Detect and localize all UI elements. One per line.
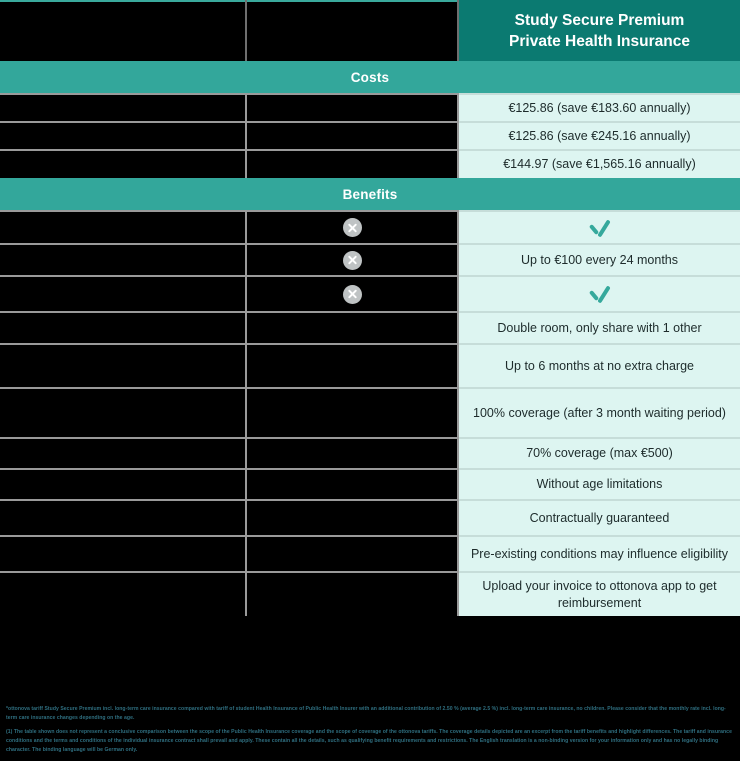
plan-title-line-1: Study Secure Premium xyxy=(514,11,685,29)
public-insurance-cell xyxy=(246,276,458,312)
table-row xyxy=(0,572,740,616)
feature-cell xyxy=(0,122,246,150)
section-band-label: Benefits xyxy=(0,178,740,211)
public-insurance-cell xyxy=(246,500,458,536)
table-row xyxy=(0,211,740,244)
public-insurance-cell xyxy=(246,244,458,276)
feature-cell xyxy=(0,211,246,244)
feature-cell xyxy=(0,150,246,178)
section-band-row xyxy=(0,61,740,94)
value-text: Up to €100 every 24 months xyxy=(520,252,679,267)
table-row xyxy=(0,469,740,500)
feature-cell xyxy=(0,572,246,616)
feature-cell xyxy=(0,388,246,438)
plan-value-cell xyxy=(458,572,740,616)
footnotes-container xyxy=(0,701,740,761)
check-icon xyxy=(587,219,613,237)
public-insurance-cell xyxy=(246,438,458,469)
plan-value-cell xyxy=(458,344,740,388)
x-circle-icon xyxy=(343,251,362,270)
public-insurance-cell xyxy=(246,469,458,500)
plan-value-cell xyxy=(458,122,740,150)
table-row xyxy=(0,388,740,438)
x-circle-icon xyxy=(343,218,362,237)
plan-value-cell xyxy=(458,438,740,469)
section-band-label: Costs xyxy=(0,61,740,94)
table-row xyxy=(0,438,740,469)
value-text: Pre-existing conditions may influence eligibility xyxy=(470,546,729,561)
header-cell-public-insurance xyxy=(246,1,458,61)
public-insurance-cell xyxy=(246,572,458,616)
value-text: €125.86 (save €183.60 annually) xyxy=(508,100,691,115)
value-text: €125.86 (save €245.16 annually) xyxy=(508,128,691,143)
plan-value-cell xyxy=(458,536,740,572)
plan-value-cell xyxy=(458,94,740,122)
table-header-row xyxy=(0,1,740,61)
feature-cell xyxy=(0,312,246,344)
value-text: Without age limitations xyxy=(536,477,663,492)
public-insurance-cell xyxy=(246,94,458,122)
table-row xyxy=(0,122,740,150)
public-insurance-cell xyxy=(246,388,458,438)
feature-cell xyxy=(0,438,246,469)
section-band-row xyxy=(0,178,740,211)
value-text: €144.97 (save €1,565.16 annually) xyxy=(503,157,696,172)
feature-cell xyxy=(0,94,246,122)
public-insurance-cell xyxy=(246,536,458,572)
public-insurance-cell xyxy=(246,344,458,388)
feature-cell xyxy=(0,276,246,312)
plan-value-cell xyxy=(458,469,740,500)
plan-value-cell xyxy=(458,312,740,344)
plan-value-cell xyxy=(458,500,740,536)
public-insurance-cell xyxy=(246,150,458,178)
feature-cell xyxy=(0,536,246,572)
table-row xyxy=(0,244,740,276)
footnote-one: (1) The table shown does not represent a conclusive comparison between the scope of the Public Health Insurance coverage and the scope of coverage of the ottonova tariffs. The coverage details depicted are an excerpt from the tariff benefits and highlight differences. The tariff and insurance conditions and the terms and conditions of the individual insurance contract shall prevail and apply. These contain all the details, such as qualifying benefit requirements and restrictions. The English translation is a non-binding version for your information only and has no legally binding character. The binding language will be German only. xyxy=(6,729,732,754)
table-row xyxy=(0,276,740,312)
table-row xyxy=(0,94,740,122)
public-insurance-cell xyxy=(246,211,458,244)
table-row xyxy=(0,500,740,536)
table-row xyxy=(0,344,740,388)
plan-value-cell xyxy=(458,211,740,244)
value-text: Upload your invoice to ottonova app to get reimbursement xyxy=(482,578,717,610)
value-text: Contractually guaranteed xyxy=(529,510,670,525)
plan-value-cell xyxy=(458,388,740,438)
value-text: 100% coverage (after 3 month waiting period) xyxy=(473,405,726,420)
table-body xyxy=(0,1,740,616)
x-circle-icon xyxy=(343,285,362,304)
value-text: Double room, only share with 1 other xyxy=(497,320,702,335)
value-text: Up to 6 months at no extra charge xyxy=(505,358,694,373)
plan-value-cell xyxy=(458,276,740,312)
header-cell-feature xyxy=(0,1,246,61)
plan-value-cell xyxy=(458,150,740,178)
value-text: 70% coverage (max €500) xyxy=(526,446,673,461)
feature-cell xyxy=(0,469,246,500)
feature-cell xyxy=(0,244,246,276)
header-cell-plan xyxy=(458,1,740,61)
feature-cell xyxy=(0,500,246,536)
plan-value-cell xyxy=(458,244,740,276)
plan-title-line-2: Private Health Insurance xyxy=(509,32,690,50)
feature-cell xyxy=(0,344,246,388)
table-row xyxy=(0,536,740,572)
footnote-asterisk: *ottonova tariff Study Secure Premium incl. long-term care insurance compared with tariff of student Health Insurance of Public Health Insurer with an additional contribution of 2.50 % (average 2.5 %) incl. long-term care insurance, no children. Please consider that the monthly rate incl. long-term care insurance changes depending on the age. xyxy=(6,706,726,722)
public-insurance-cell xyxy=(246,312,458,344)
public-insurance-cell xyxy=(246,122,458,150)
table-row xyxy=(0,312,740,344)
check-icon xyxy=(587,285,613,303)
table-row xyxy=(0,150,740,178)
